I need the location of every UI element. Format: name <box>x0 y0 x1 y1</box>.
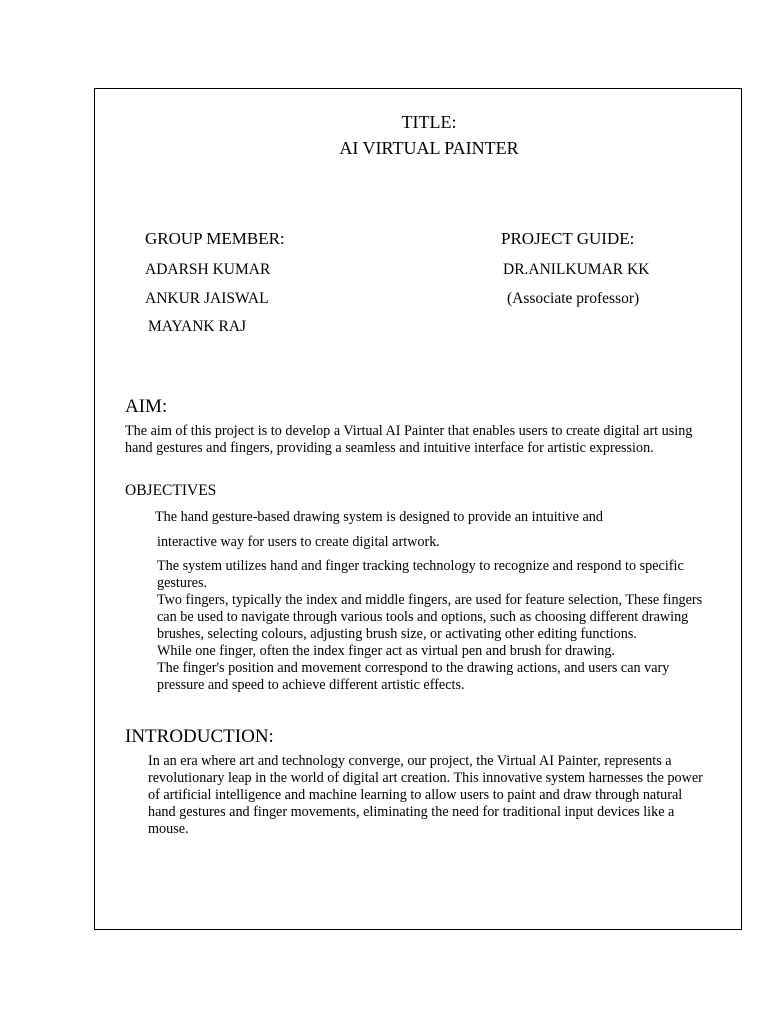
aim-heading: AIM: <box>125 396 168 417</box>
group-member-1: ADARSH KUMAR <box>145 261 271 278</box>
group-member-heading: GROUP MEMBER: <box>145 229 285 248</box>
group-member-2: ANKUR JAISWAL <box>145 290 269 307</box>
objectives-paragraph: The system utilizes hand and finger tracking technology to recognize and respond to specific gestures. Two fingers, typically the index and middle fingers, are used for feature selection, These fingers can be used to navigate through various tools and options, such as choosing different drawing brushes, selecting colours, adjusting brush size, or activating other editing functions. While one finger, often the index finger act as virtual pen and brush for drawing. The finger's position and movement correspond to the drawing actions, and users can vary pressure and speed to achieve different artistic effects. <box>157 558 703 693</box>
objectives-line-1: The hand gesture-based drawing system is designed to provide an intuitive and <box>155 509 603 525</box>
objectives-heading: OBJECTIVES <box>125 482 217 499</box>
project-guide-heading: PROJECT GUIDE: <box>501 229 635 248</box>
introduction-heading: INTRODUCTION: <box>125 726 274 747</box>
introduction-text: In an era where art and technology converge, our project, the Virtual AI Painter, represents a revolutionary leap in the world of digital art creation. This innovative system harnesses the power of artificial intelligence and machine learning to allow users to paint and draw through natural hand gestures and finger movements, eliminating the need for traditional input devices like a mouse. <box>148 753 703 837</box>
document-title: AI VIRTUAL PAINTER <box>339 138 519 158</box>
title-label: TITLE: <box>401 112 457 132</box>
project-guide-designation: (Associate professor) <box>507 290 640 307</box>
objectives-line-2: interactive way for users to create digital artwork. <box>157 534 440 550</box>
group-member-3: MAYANK RAJ <box>148 318 247 335</box>
aim-text: The aim of this project is to develop a Virtual AI Painter that enables users to create digital art using hand gestures and fingers, providing a seamless and intuitive interface for artistic expression. <box>125 423 693 456</box>
project-guide-name: DR.ANILKUMAR KK <box>503 261 650 278</box>
